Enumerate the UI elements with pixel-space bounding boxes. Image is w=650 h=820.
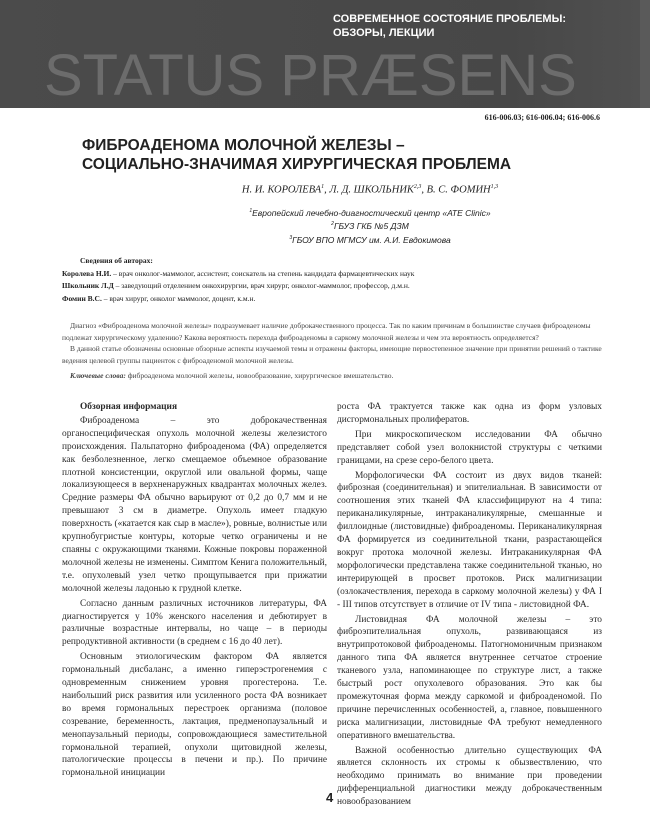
affiliation-ref: 1: [249, 208, 253, 214]
body-paragraph: Фиброаденома – это доброкачественная органоспецифическая опухоль молочной железы железистого происхождения. Пальпаторно фиброаденома (ФА) определяется как безболезненное, легко смещаемое объемное образование плотной консистенции, округлой или овальной формы, чаще локализующееся в верхненаружных квадрантах молочных желез. Средние размеры ФА обычно варьируют от 0,2 до 0,7 мм и не превышают 3 см в диаметре. Опухоль имеет гладкую поверхность («катается как сыр в масле»), ровные, волнистые или крупнобугристые контуры, которые четко ограничены и не спаяны с окружающими тканями. Кожные покровы пораженной молочной железы не изменены. Симптом Кенига положительный, т.е. опухолевый узел четко прощупывается при прижатии молочной железы ладонью к грудной клетке.: [62, 415, 327, 594]
title-line2: СОЦИАЛЬНО-ЗНАЧИМАЯ ХИРУРГИЧЕСКАЯ ПРОБЛЕМА: [82, 156, 512, 173]
author-list: Н. И. КОРОЛЕВА$^1$, Л. Д. ШКОЛЬНИК$^{2,3}$, В. С. ФОМИН$^{1,3}$: [241, 184, 499, 196]
author-info-name: Фомин В.С.: [62, 293, 102, 303]
banner-edge: [640, 0, 650, 108]
article-title: [82, 136, 511, 174]
section-title-line1: СОВРЕМЕННОЕ СОСТОЯНИЕ ПРОБЛЕМЫ:: [333, 13, 567, 25]
abstract-paragraph: В данной статье обозначены основные обзорные аспекты изучаемой темы и отражены факторы, имеющие первостепенное значение при принятии решений о тактике ведения целевой группы пациенток с фиброаденомой молочной железы.: [62, 344, 602, 365]
authors-info-heading: Сведения об авторах:: [80, 256, 153, 265]
author-info-name: Школьник Л.Д: [62, 281, 114, 290]
body-paragraph: Морфологически ФА состоит из двух видов тканей: фиброзная (соединительная) и эпителиальная. В зависимости от соотношения этих тканей ФА классифицируют на 4 типа: периканаликулярные, интраканаликулярные, смешанные и филлоидные (листовидные) фиброаденомы. Периканаликулярная ФА формируется из соединительной ткани, разрастающейся вокруг протока молочной железы. Интраканикулярная ФА морфологически представлена также соединительной тканью, но интерирующей в просвет протоков. Риск малигнизации (озлокачествления, перехода в саркому молочной железы) у ФА I - III типов отсутствует в отличие от IV типа - листовидной ФА.: [337, 470, 602, 610]
udc-codes: 616-006.03; 616-006.04; 616-006.6: [484, 113, 600, 122]
page-number: 4: [326, 790, 334, 805]
journal-logo-text: STATUS PRÆSENS: [44, 43, 577, 108]
left-column: [62, 401, 327, 782]
author: Н. И. КОРОЛЕВА: [241, 184, 322, 196]
author-info-text: – врач онколог-маммолог, ассистент, соискатель на степень кандидата фармацевтических наук: [111, 268, 415, 278]
affiliation-text: Европейский лечебно-диагностический центр «АТЕ Clinic»: [252, 207, 491, 218]
author-info-text: – врач хирург, онколог маммолог, доцент, к.м.н.: [101, 293, 256, 303]
section-heading: Обзорная информация: [80, 402, 178, 412]
body-paragraph: роста ФА трактуется также как одна из форм узловых дисгормональных пролифератов.: [337, 402, 602, 425]
author-info-line: [62, 268, 602, 281]
abstract-paragraph: Диагноз «Фиброаденома молочной железы» подразумевает наличие доброкачественного процесса. Так по каким причинам в большинстве случаев фиброаденомы подлежат хирургическому удалению? Какова вероятность перехода фиброаденомы в саркому молочной железы и чем эта вероятность определяется?: [62, 321, 591, 342]
author: Л. Д. ШКОЛЬНИК: [329, 184, 414, 196]
section-title-line2: ОБЗОРЫ, ЛЕКЦИИ: [333, 27, 435, 39]
body-paragraph: Основным этиологическим фактором ФА является гормональный дисбаланс, а именно гиперэстрогенемия с одновременным снижением уровня прогестерона. Т.е. наибольший риск развития или усиленного роста ФА возникает во время гормональных перестроек организма (половое созревание, беременность, лактация, предменопаузальный и менопаузальный периоды, сопровождающиеся заместительной гормональной терапией, опухоли щитовидной железы, патологические процессы в печени и пр.). По причине гормональной инициации: [62, 652, 327, 779]
affiliation: [160, 206, 580, 219]
body-paragraph: Листовидная ФА молочной железы – это фиброэпителиальная опухоль, развивающаяся из внутрипротоковой фиброаденомы. Патогномоничным признаком данного типа ФА является внутреннее сетчатое строение тканевого узла, напоминающее по структуре лист, а также быстрый рост опухолевого образования. Это как бы промежуточная форма между саркомой и фиброаденомой. По причине перечисленных особенностей, а, главное, повышенного риска малигнизации, листовидные ФА требуют немедленного оперативного вмешательства.: [337, 614, 602, 741]
affiliation: [160, 233, 580, 246]
author-affil-ref: 2,3: [413, 184, 422, 190]
keywords: [62, 370, 602, 382]
body-paragraph: Согласно данным различных источников литературы, ФА диагностируется у 10% женского населения и дебютирует в различные возрастные интервалы, но чаще – в периоды репродуктивной активности (в среднем с 16 до 40 лет).: [62, 598, 327, 648]
abstract: [62, 320, 602, 382]
affiliation-ref: 2: [331, 221, 334, 228]
affiliations: [160, 206, 580, 246]
affiliation-text: ГБОУ ВПО МГМСУ им. А.И. Евдокимова: [292, 234, 451, 245]
keywords-label: Ключевые слова:: [70, 371, 126, 380]
author-info-text: – заведующий отделением онкохирургии, врач хирург, онколог-маммолог, профессор, д.м.н.: [113, 281, 410, 290]
author-affil-ref: 1: [321, 184, 325, 190]
affiliation: [160, 219, 580, 232]
body-paragraph: Важной особенностью длительно существующих ФА является склонность их стромы к обызвествлению, что необходимо принимать во внимание при проведении дифференциальной диагностики между доброкачественным новообразованием: [337, 745, 602, 808]
authors-info: [62, 255, 602, 305]
author-info-line: [62, 293, 602, 306]
affiliation-ref: 3: [289, 234, 293, 241]
right-column: [337, 401, 602, 811]
author: В. С. ФОМИН: [426, 184, 491, 196]
affiliation-text: ГБУЗ ГКБ №5 ДЗМ: [333, 221, 409, 232]
body-paragraph: При микроскопическом исследовании ФА обычно представляет собой узел волокнистой структуры с четкими границами, на срезе серо-белого цвета.: [337, 429, 602, 466]
author-info-line: [62, 280, 602, 293]
author-info-name: Королева Н.И.: [62, 268, 112, 278]
author-affil-ref: 1,3: [490, 184, 499, 190]
keywords-text: фиброаденома молочной железы, новообразование, хирургическое вмешательство.: [125, 371, 394, 380]
section-title: [333, 12, 566, 40]
title-line1: ФИБРОАДЕНОМА МОЛОЧНОЙ ЖЕЛЕЗЫ –: [82, 137, 405, 154]
